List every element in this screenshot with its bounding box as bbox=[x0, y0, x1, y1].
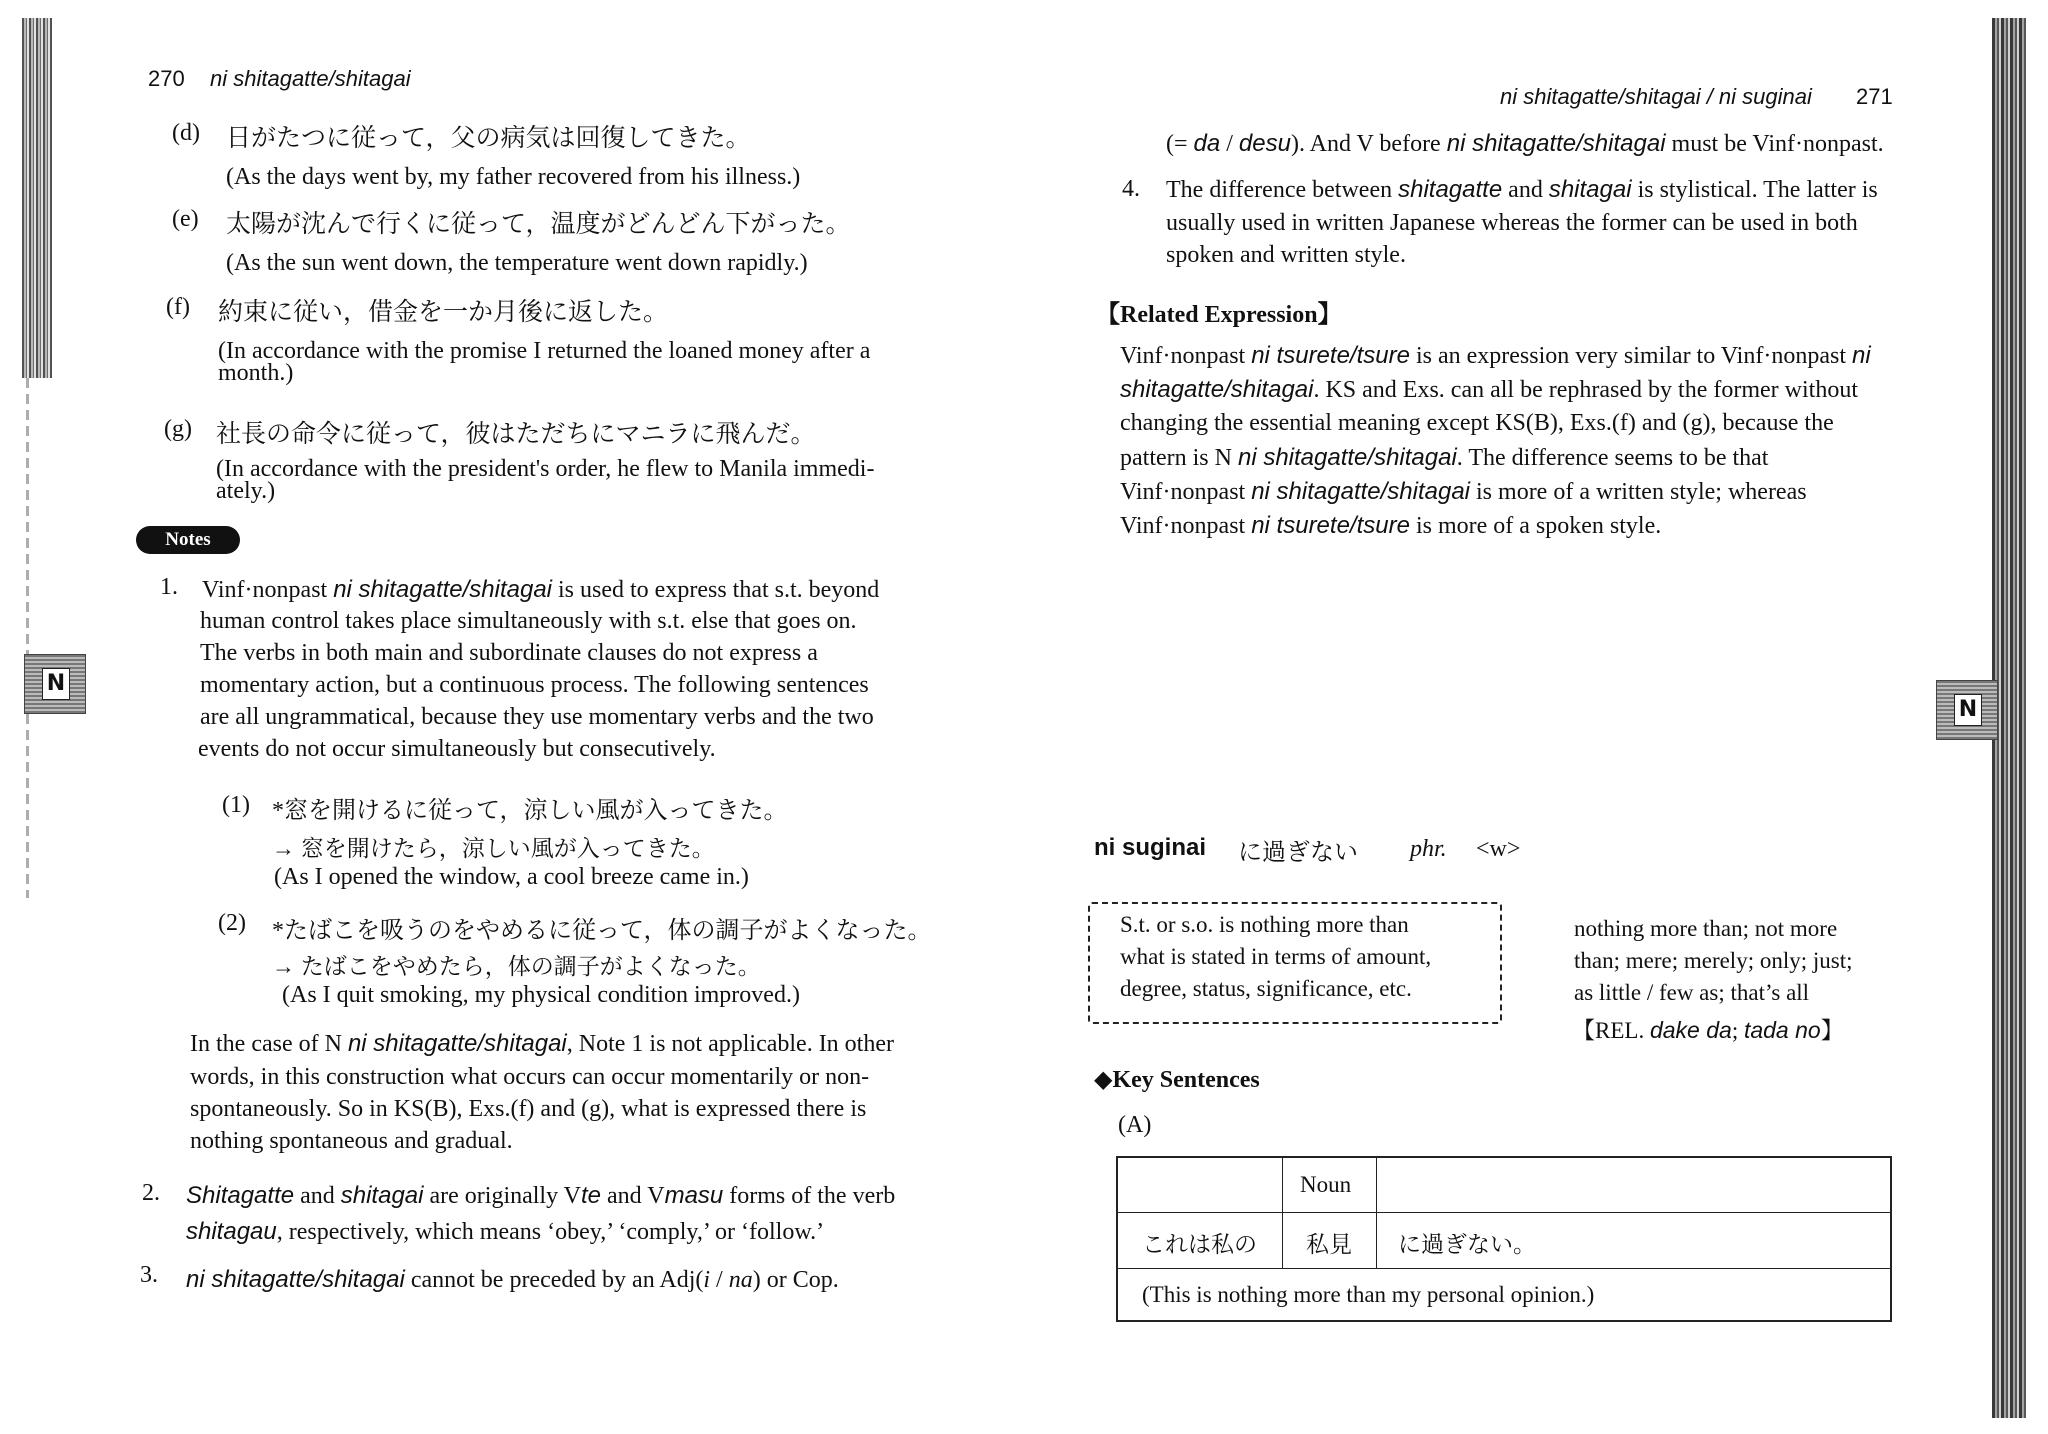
key-sentence-table bbox=[1116, 1156, 1892, 1322]
table-cell-noun: 私見 bbox=[1306, 1232, 1352, 1257]
key-sentences-heading: ◆Key Sentences bbox=[1094, 1067, 1260, 1093]
table-divider bbox=[1118, 1212, 1890, 1213]
example-label: (e) bbox=[172, 206, 199, 232]
related-expression-heading: 【Related Expression】 bbox=[1096, 302, 1342, 328]
note1-para2-line: nothing spontaneous and gradual. bbox=[190, 1128, 513, 1154]
note4-line1: The difference between shitagatte and shitagai is stylistical. The latter is bbox=[1166, 176, 1878, 203]
example-jp: 太陽が沈んで行くに従って，温度がどんどん下がった。 bbox=[226, 211, 851, 238]
note2-line2: shitagau, respectively, which means ‘obey,’ ‘comply,’ or ‘follow.’ bbox=[186, 1218, 825, 1245]
table-cell-predicate: に過ぎない。 bbox=[1398, 1232, 1536, 1257]
notes-badge: Notes bbox=[136, 526, 240, 554]
note4-line3: spoken and written style. bbox=[1166, 242, 1406, 268]
right-running-head: ni shitagatte/shitagai / ni suginai bbox=[1500, 84, 1812, 109]
sub-example-jp-bad: *たばこを吸うのをやめるに従って，体の調子がよくなった。 bbox=[272, 918, 932, 944]
related-line6: Vinf·nonpast ni tsurete/tsure is more of a spoken style. bbox=[1120, 512, 1662, 539]
note-number: 3. bbox=[140, 1262, 158, 1288]
table-divider bbox=[1376, 1158, 1377, 1268]
note3-line1: ni shitagatte/shitagai cannot be preceded by an Adj(i / na) or Cop. bbox=[186, 1266, 839, 1293]
example-en: (As the days went by, my father recovered from his illness.) bbox=[226, 164, 801, 190]
entry-headword: ni suginai bbox=[1094, 834, 1207, 861]
table-divider bbox=[1118, 1268, 1890, 1269]
note4-line2: usually used in written Japanese whereas the former can be used in both bbox=[1166, 210, 1858, 236]
gloss-line: than; mere; merely; only; just; bbox=[1574, 948, 1853, 973]
example-jp: 約束に従い，借金を一か月後に返した。 bbox=[218, 299, 669, 326]
example-en: (As the sun went down, the temperature went down rapidly.) bbox=[226, 250, 808, 276]
note1-line: human control takes place simultaneously with s.t. else that goes on. bbox=[200, 608, 857, 634]
page-edge-left bbox=[22, 18, 52, 378]
example-en: (In accordance with the promise I returned the loaned money after a bbox=[218, 338, 871, 364]
gloss-line: as little / few as; that’s all bbox=[1574, 980, 1810, 1005]
table-divider bbox=[1282, 1158, 1283, 1268]
example-en: (In accordance with the president's order, he flew to Manila immedi- bbox=[216, 456, 875, 482]
related-line5: Vinf·nonpast ni shitagatte/shitagai is more of a written style; whereas bbox=[1120, 478, 1807, 505]
note1-line: are all ungrammatical, because they use momentary verbs and the two bbox=[200, 704, 874, 730]
example-label: (d) bbox=[172, 120, 200, 146]
example-label: (g) bbox=[164, 416, 192, 442]
note1-line1: Vinf·nonpast ni shitagatte/shitagai is used to express that s.t. beyond bbox=[202, 576, 880, 603]
entry-pos: phr. bbox=[1410, 836, 1447, 862]
note1-para2-line: spontaneously. So in KS(B), Exs.(f) and (g), what is expressed there is bbox=[190, 1096, 867, 1122]
note1-para2-line1: In the case of N ni shitagatte/shitagai, Note 1 is not applicable. In other bbox=[190, 1030, 894, 1057]
table-cell-subject: これは私の bbox=[1142, 1232, 1257, 1257]
left-page-number: 270 bbox=[148, 66, 185, 91]
example-jp: 日がたつに従って，父の病気は回復してきた。 bbox=[226, 125, 751, 152]
example-en-cont: month.) bbox=[218, 360, 294, 386]
note1-line: The verbs in both main and subordinate clauses do not express a bbox=[200, 640, 818, 666]
example-jp: 社長の命令に従って，彼はただちにマニラに飛んだ。 bbox=[216, 421, 816, 448]
note1-para2-line: words, in this construction what occurs can occur momentarily or non- bbox=[190, 1064, 870, 1090]
sub-example-label: (2) bbox=[218, 910, 246, 936]
sub-example-label: (1) bbox=[222, 792, 250, 818]
note1-line: momentary action, but a continuous process. The following sentences bbox=[200, 672, 869, 698]
entry-headword-jp: に過ぎない bbox=[1238, 838, 1358, 866]
related-line1: Vinf·nonpast ni tsurete/tsure is an expression very similar to Vinf·nonpast ni bbox=[1120, 342, 1871, 369]
note2-line1: Shitagatte and shitagai are originally Vte and Vmasu forms of the verb bbox=[186, 1182, 896, 1209]
sub-example-en: (As I opened the window, a cool breeze came in.) bbox=[274, 864, 749, 890]
thumb-tab-n-left bbox=[24, 654, 86, 714]
note1-line: events do not occur simultaneously but consecutively. bbox=[198, 736, 716, 762]
related-line4: pattern is N ni shitagatte/shitagai. The difference seems to be that bbox=[1120, 444, 1769, 471]
related-line2: shitagatte/shitagai. KS and Exs. can all be rephrased by the former without bbox=[1120, 376, 1858, 403]
note-number: 2. bbox=[142, 1180, 160, 1206]
sub-example-jp-good: → たばこをやめたら，体の調子がよくなった。 bbox=[272, 954, 761, 979]
table-translation: (This is nothing more than my personal opinion.) bbox=[1142, 1282, 1595, 1307]
page-edge-left-line bbox=[26, 378, 29, 898]
gloss-related: 【REL. dake da; tada no】 bbox=[1572, 1017, 1844, 1043]
entry-tag: <w> bbox=[1476, 836, 1521, 862]
definition-line: degree, status, significance, etc. bbox=[1120, 976, 1412, 1001]
key-sentence-label: (A) bbox=[1118, 1112, 1152, 1138]
table-header-noun: Noun bbox=[1300, 1172, 1352, 1197]
related-line3: changing the essential meaning except KS(B), Exs.(f) and (g), because the bbox=[1120, 410, 1834, 436]
note-number: 1. bbox=[160, 574, 178, 600]
example-label: (f) bbox=[166, 294, 190, 320]
sub-example-jp-bad: *窓を開けるに従って，涼しい風が入ってきた。 bbox=[272, 798, 788, 824]
gloss-line: nothing more than; not more bbox=[1574, 916, 1838, 941]
thumb-tab-letter: N bbox=[1954, 694, 1982, 726]
thumb-tab-letter: N bbox=[42, 668, 70, 700]
thumb-tab-n-right bbox=[1936, 680, 1998, 740]
note-number: 4. bbox=[1122, 176, 1140, 202]
definition-line: what is stated in terms of amount, bbox=[1120, 944, 1432, 969]
example-en-cont: ately.) bbox=[216, 478, 276, 504]
right-page-number: 271 bbox=[1856, 84, 1893, 109]
sub-example-jp-good: → 窓を開けたら，涼しい風が入ってきた。 bbox=[272, 836, 715, 861]
sub-example-en: (As I quit smoking, my physical condition improved.) bbox=[282, 982, 800, 1008]
left-running-head: ni shitagatte/shitagai bbox=[210, 66, 411, 91]
definition-line: S.t. or s.o. is nothing more than bbox=[1120, 912, 1409, 937]
continued-line: (= da / desu). And V before ni shitagatte/shitagai must be Vinf·nonpast. bbox=[1166, 130, 1884, 157]
